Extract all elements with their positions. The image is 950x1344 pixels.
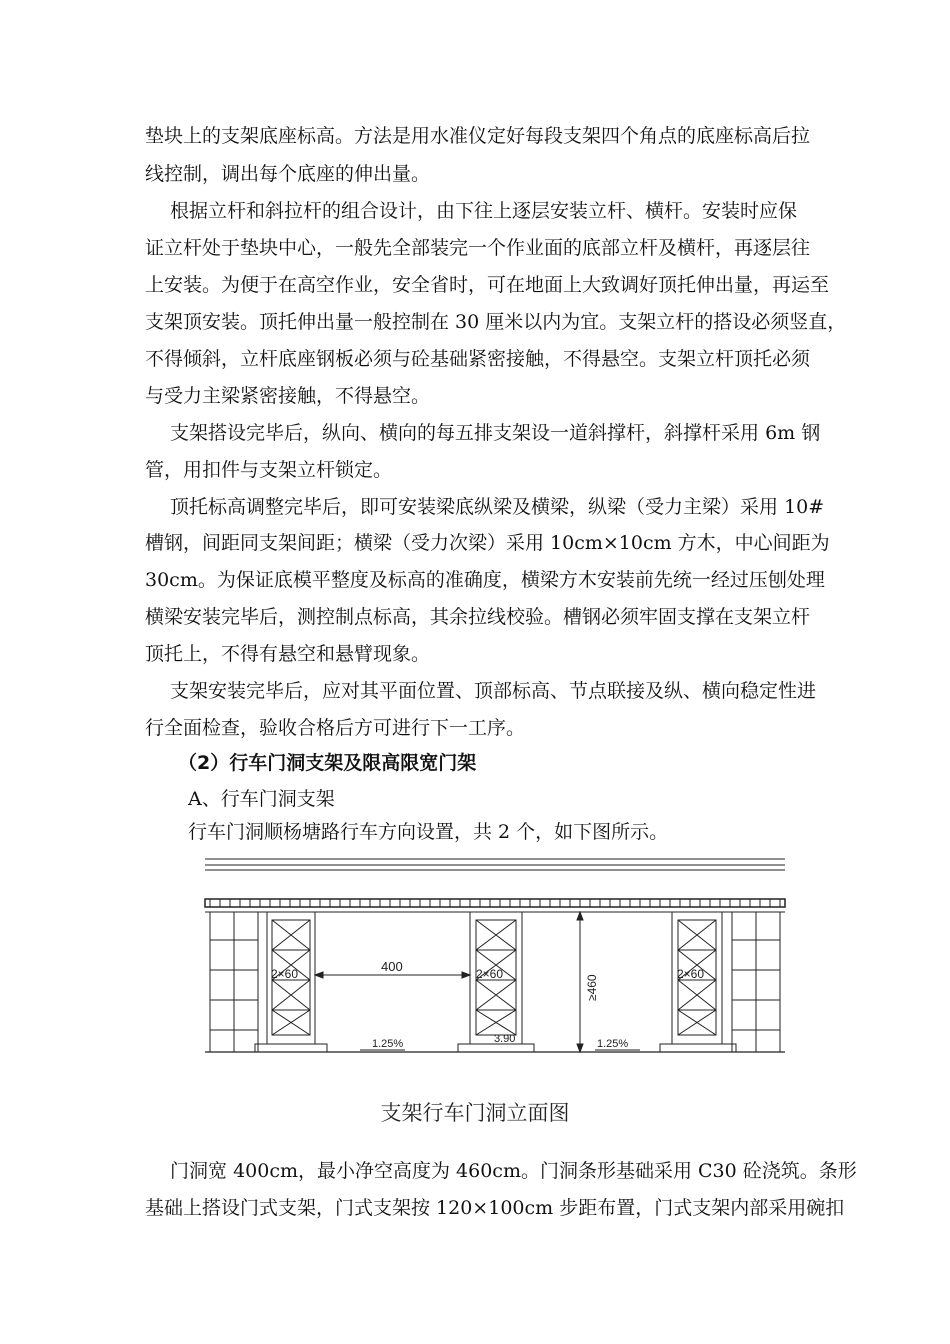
paragraph-line: 根据立杆和斜拉杆的组合设计，由下往上逐层安装立杆、横杆。安装时应保 bbox=[145, 200, 798, 222]
paragraph-line: 支架搭设完毕后，纵向、横向的每五排支架设一道斜撑杆，斜撑杆采用 6m 钢 bbox=[145, 422, 821, 444]
gate-elevation-figure bbox=[200, 855, 790, 1060]
paragraph-line: 顶托上，不得有悬空和悬臂现象。 bbox=[145, 643, 431, 665]
center-mark-label: 3.90 bbox=[494, 1033, 516, 1045]
paragraph-line: 线控制，调出每个底座的伸出量。 bbox=[145, 163, 431, 185]
paragraph-line: 支架安装完毕后，应对其平面位置、顶部标高、节点联接及纵、横向稳定性进 bbox=[145, 680, 817, 702]
paragraph-line: 管，用扣件与支架立杆锁定。 bbox=[145, 459, 393, 481]
paragraph-line: 与受力主梁紧密接触，不得悬空。 bbox=[145, 385, 431, 407]
span-width-label: 400 bbox=[381, 959, 403, 974]
subheading: A、行车门洞支架 bbox=[188, 788, 335, 810]
left-scaffold bbox=[210, 912, 258, 1052]
intro-line: 行车门洞顺杨塘路行车方向设置，共 2 个，如下图所示。 bbox=[188, 821, 669, 843]
figure-caption: 支架行车门洞立面图 bbox=[380, 1101, 570, 1125]
right-scaffold bbox=[732, 912, 780, 1052]
paragraph-line: 垫块上的支架底座标高。方法是用水准仪定好每段支架四个角点的底座标高后拉 bbox=[145, 125, 811, 147]
slope-label-left: 1.25% bbox=[372, 1038, 404, 1050]
left-tower bbox=[255, 912, 327, 1052]
slope-label-right: 1.25% bbox=[597, 1038, 629, 1050]
middle-tower bbox=[458, 912, 534, 1052]
clear-height-label: ≥460 bbox=[585, 974, 599, 1001]
tower-label-middle: 2×60 bbox=[476, 967, 504, 981]
paragraph-line: 门洞宽 400cm，最小净空高度为 460cm。门洞条形基础采用 C30 砼浇筑。条形 bbox=[145, 1160, 857, 1182]
paragraph-line: 不得倾斜，立杆底座钢板必须与砼基础紧密接触，不得悬空。支架立杆顶托必须 bbox=[145, 348, 811, 370]
paragraph-line: 槽钢，间距同支架间距；横梁（受力次梁）采用 10cm×10cm 方木，中心间距为 bbox=[145, 532, 830, 554]
paragraph-line: 证立杆处于垫块中心，一般先全部装完一个作业面的底部立杆及横杆，再逐层往 bbox=[145, 237, 811, 259]
tower-label-left: 2×60 bbox=[271, 967, 299, 981]
top-girder bbox=[205, 899, 785, 907]
girder-ticks bbox=[210, 899, 780, 907]
paragraph-line: 30cm。为保证底模平整度及标高的准确度，横梁方木安装前先统一经过压刨处理 bbox=[145, 569, 825, 591]
paragraph-line: 支架顶安装。顶托伸出量一般控制在 30 厘米以内为宜。支架立杆的搭设必须竖直， bbox=[145, 311, 847, 333]
tower-label-right: 2×60 bbox=[677, 967, 705, 981]
section-heading: （2）行车门洞支架及限高限宽门架 bbox=[178, 752, 477, 774]
paragraph-line: 顶托标高调整完毕后，即可安装梁底纵梁及横梁，纵梁（受力主梁）采用 10# bbox=[145, 496, 825, 518]
paragraph-line: 行全面检查，验收合格后方可进行下一工序。 bbox=[145, 717, 526, 739]
right-tower bbox=[660, 912, 736, 1052]
paragraph-line: 基础上搭设门式支架，门式支架按 120×100cm 步距布置，门式支架内部采用碗扣 bbox=[145, 1197, 845, 1219]
paragraph-line: 上安装。为便于在高空作业，安全省时，可在地面上大致调好顶托伸出量，再运至 bbox=[145, 274, 830, 296]
paragraph-line: 横梁安装完毕后，测控制点标高，其余拉线校验。槽钢必须牢固支撑在支架立杆 bbox=[145, 606, 811, 628]
